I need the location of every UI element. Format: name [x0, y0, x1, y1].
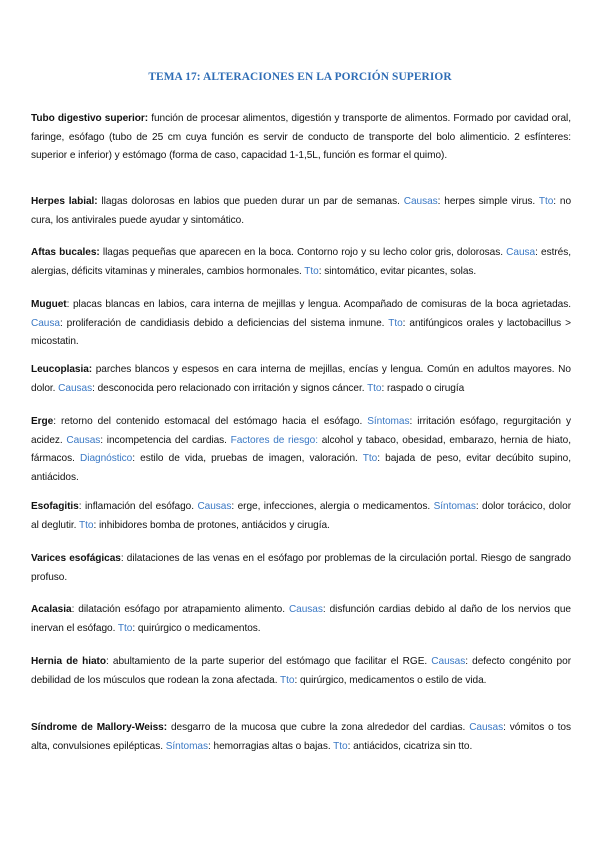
keyword-label: Causas [403, 196, 438, 207]
section-hernia-de-hiato [31, 653, 571, 690]
condition-term: Muguet [31, 299, 67, 310]
section-tubo-digestivo [31, 110, 571, 166]
body-text: : inflamación del esófago. [78, 501, 198, 512]
body-text: : erge, infecciones, alergia o medicamentos. [231, 501, 434, 512]
body-text: : antifúngicos orales y lactobacillus > micostatin. [31, 317, 571, 348]
keyword-label: Tto [280, 674, 295, 686]
body-text: : placas blancas en labios, cara interna de mejillas y lengua. Acompañado de comisuras de la boca agrietadas. [66, 299, 571, 310]
keyword-label: Síntomas [165, 740, 208, 752]
page-title: TEMA 17: ALTERACIONES EN LA PORCIÓN SUPERIOR [148, 71, 452, 83]
keyword-label: Tto [117, 622, 133, 634]
body-text: función de procesar alimentos, digestión y transporte de alimentos. Formado por cavidad oral, faringe, esófago (tubo de 25 cm cuya función es servir de conducto de transporte del bolo alimenticio. 2 esfínteres: superior e inferior) y estómago (forma de caso, capacidad 1-1,5L, función es formar el quimo). [31, 113, 571, 162]
keyword-label: Tto [538, 196, 554, 207]
body-text: : dilatación esófago por atrapamiento alimento. [71, 604, 289, 615]
body-text: desgarro de la mucosa que cubre la zona alrededor del cardias. [167, 722, 470, 733]
keyword-label: Tto [367, 382, 382, 394]
body-text: llagas pequeñas que aparecen en la boca. Contorno rojo y su lecho color gris, dolorosas. [99, 247, 507, 258]
condition-term: Hernia de hiato [31, 656, 106, 667]
keyword-label: Síntomas [367, 416, 410, 427]
body-text: : incompetencia del cardias. [100, 434, 231, 446]
condition-term: Leucoplasia: [31, 364, 93, 375]
body-text: : dolor torácico, dolor al deglutir. [31, 501, 572, 531]
body-text: : sintomático, evitar picantes, solas. [318, 265, 477, 277]
body-text: : hemorragias altas o bajas. [208, 740, 334, 752]
body-text: : estrés, alergias, déficits vitaminas y minerales, cambios hormonales. [31, 247, 571, 277]
condition-term: Síndrome de Mallory-Weiss: [31, 722, 168, 733]
keyword-label: Causas [58, 382, 93, 394]
keyword-label: Tto [304, 265, 319, 277]
body-text: : abultamiento de la parte superior del estómago que facilitar el RGE. [105, 656, 432, 667]
section-mallory-weiss [31, 719, 571, 756]
keyword-label: Tto [79, 519, 94, 531]
body-text: parches blancos y espesos en cara interna de mejillas, encías y lengua. Común en adultos mayores. No dolor. [31, 364, 571, 394]
condition-term: Varices esofágicas [31, 553, 121, 564]
condition-term: Esofagitis [31, 501, 79, 512]
section-muguet [31, 296, 571, 352]
condition-term: Aftas bucales: [31, 247, 100, 258]
body-text: : quirúrgico o medicamentos. [132, 622, 261, 634]
body-text: : bajada de peso, evitar decúbito supino, antiácidos. [31, 453, 571, 483]
body-text: : herpes simple virus. [437, 196, 539, 207]
section-leucoplasia [31, 361, 571, 398]
section-herpes-labial [31, 193, 571, 230]
body-text: : defecto congénito por debilidad de los músculos que rodean la zona afectada. [31, 656, 572, 686]
keyword-label: Causa [506, 247, 536, 258]
body-text: : vómitos o tos alta, convulsiones epilépticas. [31, 722, 571, 752]
condition-term: Erge [31, 416, 54, 427]
body-text: alcohol y tabaco, obesidad, embarazo, hernia de hiato, fármacos. [31, 434, 571, 465]
keyword-label: Causa [31, 317, 60, 329]
keyword-label: Factores de riesgo: [230, 434, 319, 446]
keyword-label: Causas [197, 501, 232, 512]
keyword-label: Causas [66, 434, 101, 446]
keyword-label: Tto [362, 453, 378, 465]
keyword-label: Tto [333, 740, 348, 752]
condition-term: Tubo digestivo superior: [31, 113, 149, 124]
section-acalasia [31, 601, 571, 638]
section-aftas-bucales [31, 244, 571, 281]
body-text: : disfunción cardias debido al daño de los nervios que inervan el esófago. [31, 604, 571, 634]
keyword-label: Causas [431, 656, 466, 667]
body-text: : dilataciones de las venas en el esófago por problemas de la circulación portal. Riesgo de sangrado profuso. [31, 553, 571, 583]
body-text: llagas dolorosas en labios que pueden durar un par de semanas. [97, 196, 404, 207]
keyword-label: Diagnóstico [80, 453, 133, 465]
body-text: : estilo de vida, pruebas de imagen, valoración. [132, 453, 363, 465]
body-text: : inhibidores bomba de protones, antiácidos y cirugía. [93, 519, 330, 531]
body-text: : no cura, los antivirales puede ayudar y sintomático. [31, 196, 572, 226]
body-text: : irritación esófago, regurgitación y acidez. [31, 416, 571, 446]
keyword-label: Causas [469, 722, 504, 733]
body-text: : desconocida pero relacionado con irritación y signos cáncer. [92, 382, 368, 394]
keyword-label: Causas [288, 604, 323, 615]
condition-term: Acalasia [31, 604, 72, 615]
keyword-label: Tto [388, 317, 403, 329]
body-text: : antiácidos, cicatriza sin tto. [347, 740, 473, 752]
body-text: : retorno del contenido estomacal del estómago hacia el esófago. [53, 416, 368, 427]
keyword-label: Síntomas [433, 501, 476, 512]
body-text: : quirúrgico, medicamentos o estilo de vida. [294, 674, 487, 686]
section-esofagitis [31, 498, 571, 535]
section-erge [31, 413, 571, 487]
condition-term: Herpes labial: [31, 196, 98, 207]
section-varices-esofagicas [31, 550, 571, 587]
body-text: : proliferación de candidiasis debido a deficiencias del sistema inmune. [59, 317, 389, 329]
body-text: : raspado o cirugía [381, 382, 465, 394]
